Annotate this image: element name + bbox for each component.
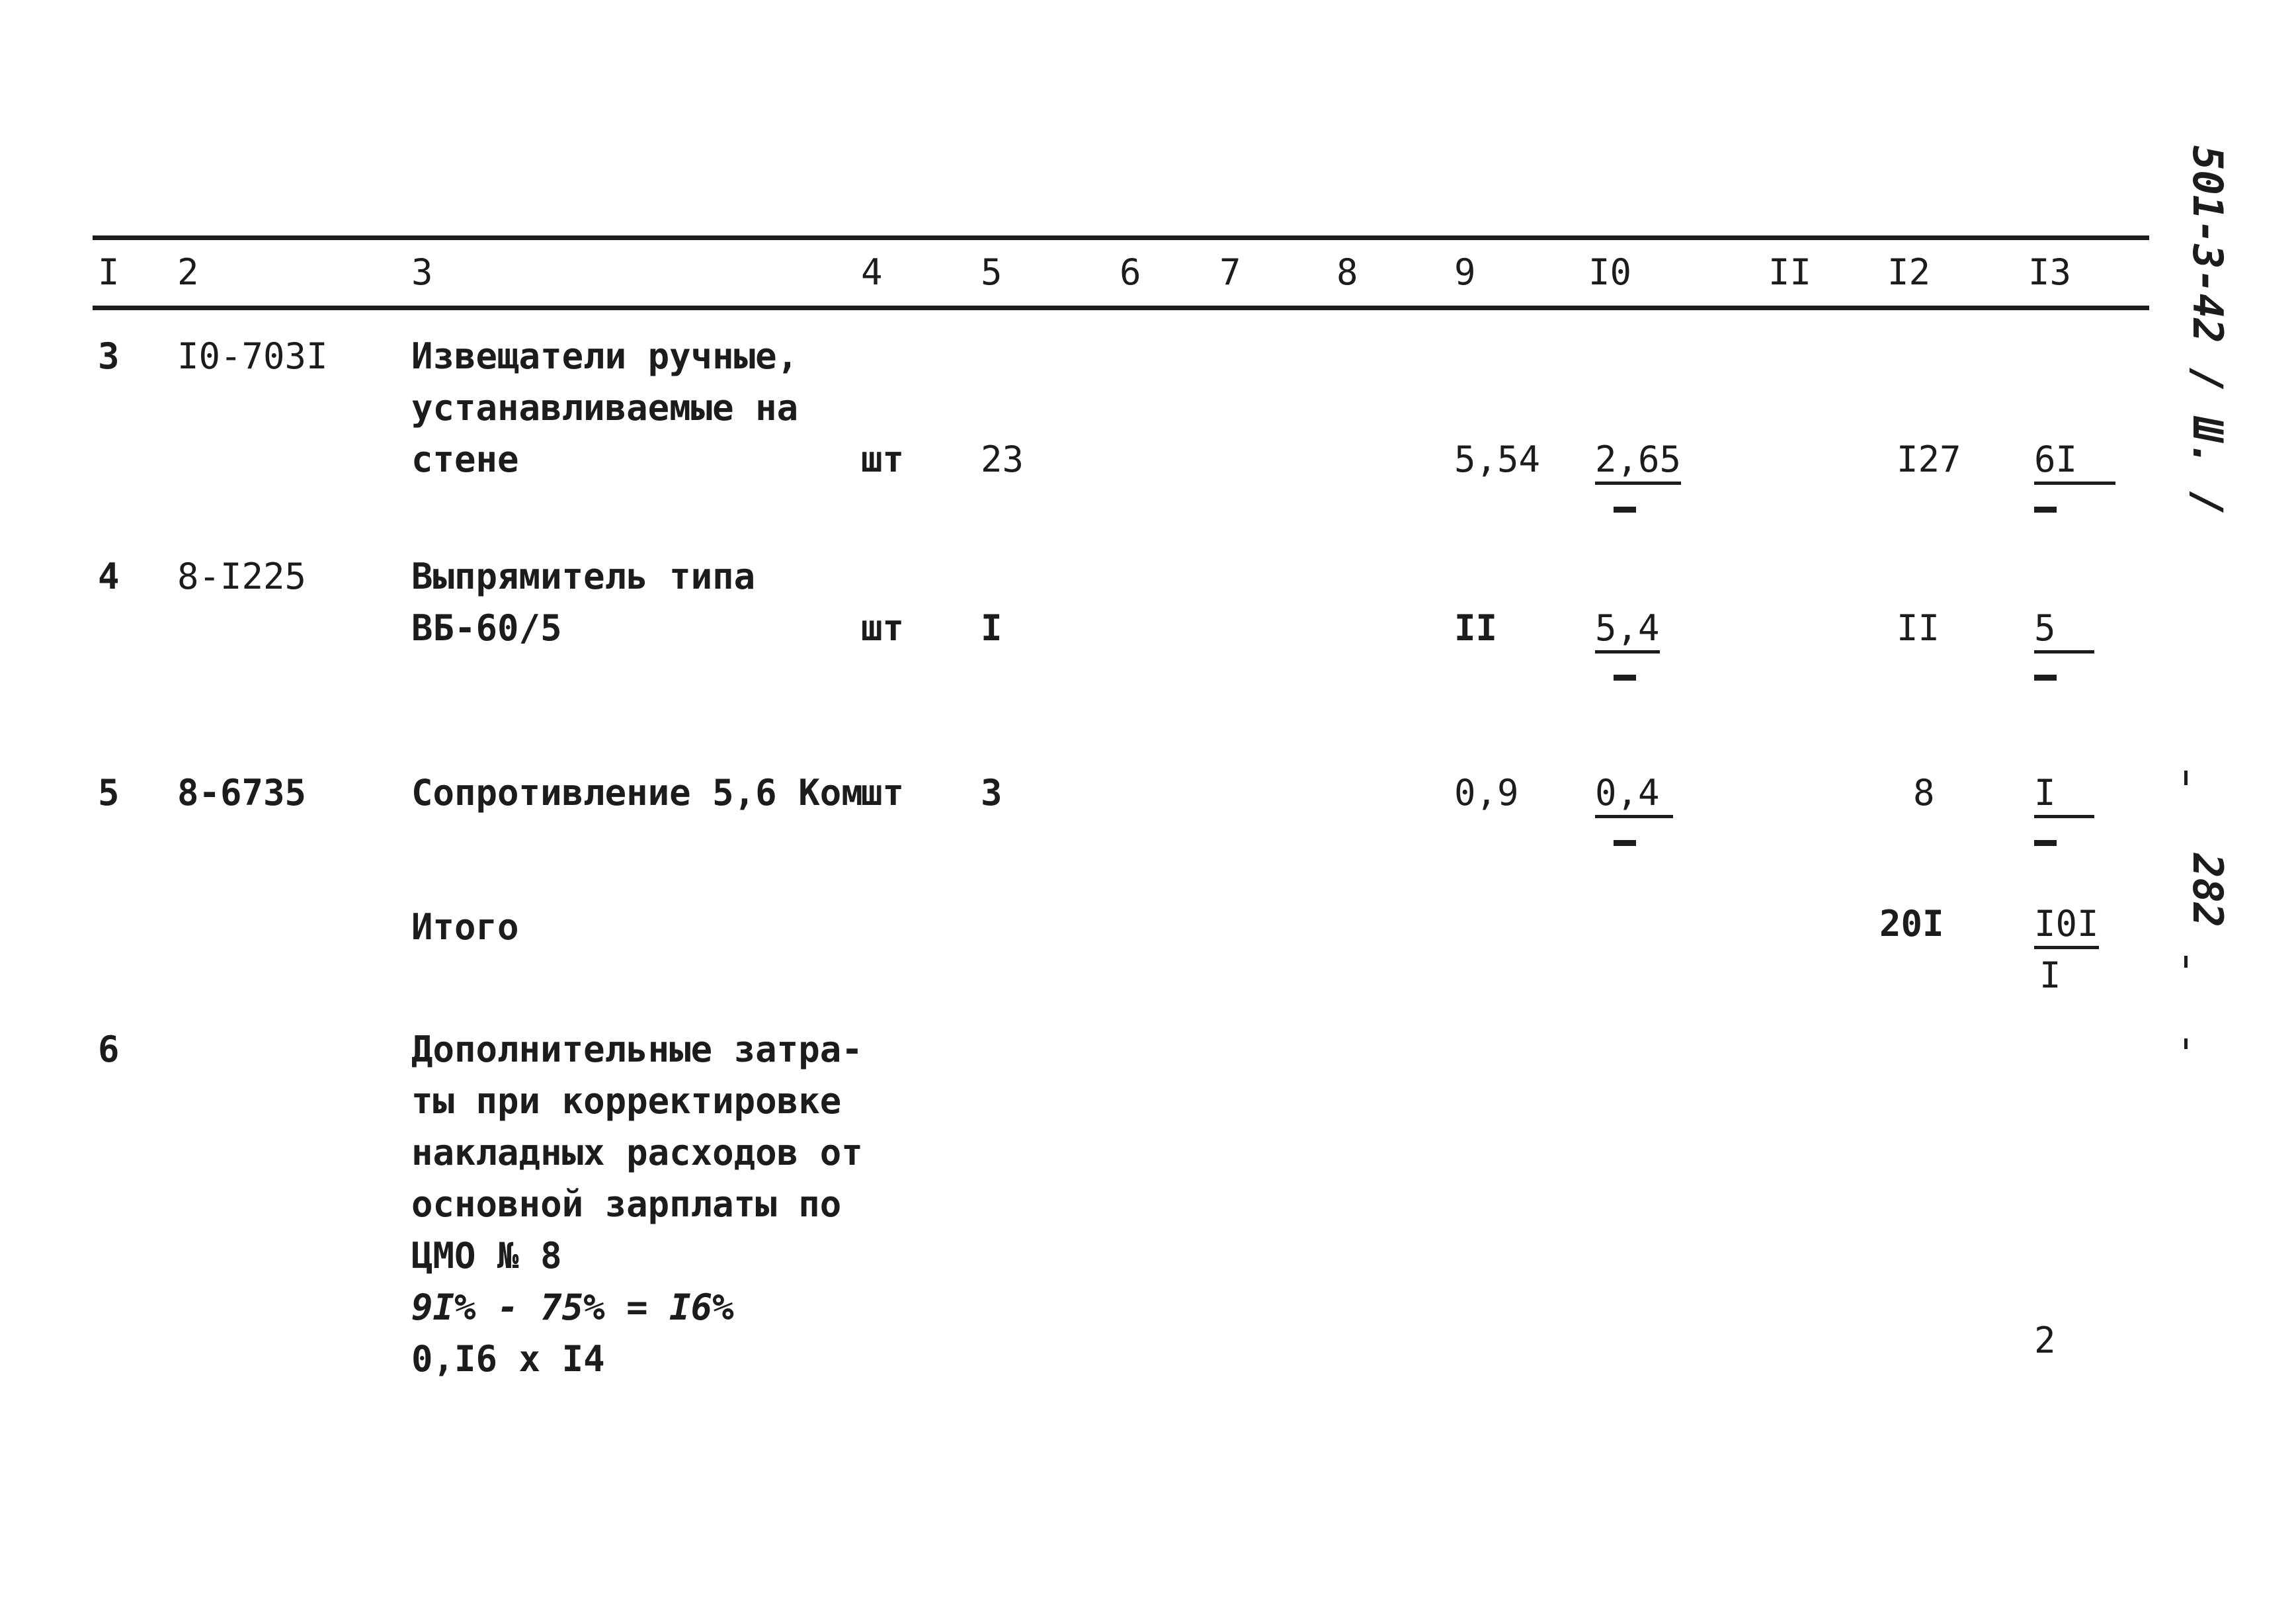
col-header-3: 3 [411,251,433,293]
row-col10-dash [1614,507,1636,513]
col-header-10: I0 [1588,251,1632,293]
total-col13-bottom: I [2039,954,2061,996]
row-code: I0-703I [177,335,328,377]
col-header-7: 7 [1219,251,1241,293]
row-col13-dash [2034,675,2057,681]
row-col10: 5,4 [1595,611,1660,653]
row-name-line: устанавливаемые на [411,387,799,429]
margin-tick [2184,1038,2188,1049]
row-name-line: Сопротивление 5,6 Ком [411,772,863,814]
row-number: 3 [98,335,120,377]
total-label: Итого [411,906,519,948]
row-col10-dash [1614,675,1636,681]
extra-formula: 9I% - 75% = I6% [411,1286,734,1328]
row-col10: 0,4 [1595,775,1673,818]
row-name-line: Извещатели ручные, [411,335,799,377]
row-name-line: стене [411,439,519,480]
col-header-6: 6 [1120,251,1141,293]
total-col13-top: I0I [2034,906,2099,949]
col-header-11: II [1768,251,1812,293]
col-header-4: 4 [861,251,883,293]
row-col13-dash [2034,840,2057,846]
row-code: 8-I225 [177,556,307,597]
row-col9: 5,54 [1454,439,1541,480]
extra-formula: 0,I6 x I4 [411,1338,605,1380]
row-col12: 8 [1913,772,1935,814]
extra-line: накладных расходов от [411,1132,863,1173]
row-unit: шт [861,607,905,649]
extra-line: ЦМО № 8 [411,1235,562,1277]
row-col13: 5 [2034,611,2094,653]
extra-line: ты при корректировке [411,1080,842,1122]
total-col12: 20I [1879,903,1944,945]
row-col10-dash [1614,840,1636,846]
side-code-annotation: 501-3-42 / Ш. / [2184,146,2232,516]
col-header-13: I3 [2028,251,2072,293]
margin-tick [2184,771,2188,785]
row-number: 4 [98,556,120,597]
col-header-9: 9 [1454,251,1476,293]
row-name-line: ВБ-60/5 [411,607,562,649]
header-bottom-rule [93,306,2149,310]
row-col12: I27 [1897,439,1961,480]
col-header-5: 5 [981,251,1003,293]
row-unit: шт [861,439,905,480]
row-col9: II [1454,607,1498,649]
col-header-1: I [98,251,120,293]
row-number: 6 [98,1029,120,1070]
extra-line: Дополнительные затра- [411,1029,863,1070]
row-name-line: Выпрямитель типа [411,556,756,597]
col-header-2: 2 [177,251,199,293]
extra-col13: 2 [2034,1320,2056,1361]
row-col12: II [1897,607,1940,649]
row-number: 5 [98,772,120,814]
row-col9: 0,9 [1454,772,1519,814]
row-code: 8-6735 [177,772,307,814]
col-header-8: 8 [1336,251,1358,293]
row-col13: I [2034,775,2094,818]
row-unit: шт [861,772,905,814]
row-quantity: 23 [981,439,1024,480]
extra-line: основной зарплаты по [411,1183,842,1225]
row-quantity: I [981,607,1003,649]
margin-tick [2184,956,2188,968]
col-header-12: I2 [1887,251,1931,293]
header-top-rule [93,235,2149,240]
row-col10: 2,65 [1595,442,1681,485]
side-page-number: 282 [2184,853,2232,927]
row-quantity: 3 [981,772,1003,814]
row-col13: 6I [2034,442,2115,485]
row-col13-dash [2034,507,2057,513]
